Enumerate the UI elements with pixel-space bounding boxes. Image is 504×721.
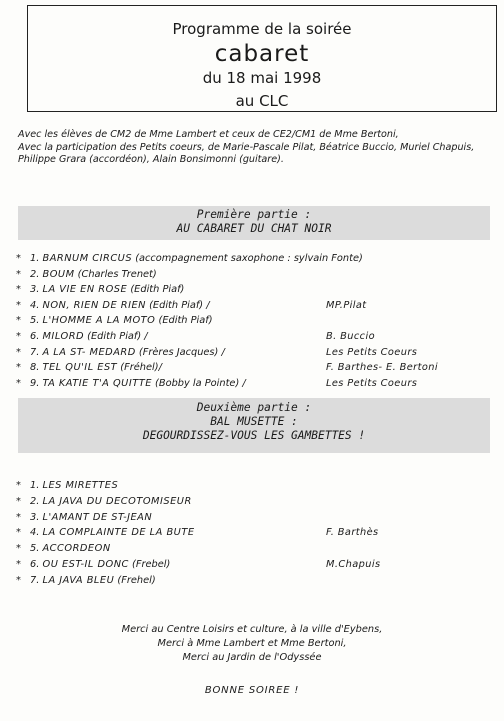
list-item: * 8. TEL QU'IL EST (Fréhel)/ F. Barthes- E. Bertoni	[16, 362, 438, 374]
list-item: * 6. OU EST-IL DONC (Frebel) M.Chapuis	[16, 558, 381, 570]
part2-banner	[18, 398, 490, 453]
intro-students: Avec les élèves de CM2 de Mme Lambert et ceux de CE2/CM1 de Mme Bertoni,	[18, 129, 399, 140]
thanks-line: Merci à Mme Lambert et Mme Bertoni,	[157, 638, 347, 649]
part2-subtitle: DEGOURDISSEZ-VOUS LES GAMBETTES !	[142, 429, 366, 442]
list-item: * 6. MILORD (Edith Piaf) / B. Buccio	[16, 330, 375, 342]
list-item: * 1. LES MIRETTES	[16, 480, 119, 491]
list-item: * 2. BOUM (Charles Trenet)	[16, 268, 157, 280]
thanks-section	[0, 623, 504, 665]
list-item: * 7. LA JAVA BLEU (Frehel)	[16, 574, 156, 586]
list-item: * 3. LA VIE EN ROSE (Edith Piaf)	[16, 284, 185, 296]
thanks-line: Merci au Jardin de l'Odyssée	[182, 652, 322, 663]
part1-song-list	[16, 253, 486, 393]
title-box	[27, 5, 497, 112]
list-item: * 4. NON, RIEN DE RIEN (Edith Piaf) / MP.Pilat	[16, 299, 367, 311]
list-item: * 9. TA KATIE T'A QUITTE (Bobby la Pointe) / Les Petits Coeurs	[16, 377, 418, 389]
list-item: * 5. ACCORDEON	[16, 543, 111, 555]
part1-banner	[18, 206, 490, 240]
list-item: * 3. L'AMANT DE ST-JEAN	[16, 511, 153, 523]
intro-paragraph	[18, 129, 488, 167]
part1-subtitle: AU CABARET DU CHAT NOIR	[176, 222, 332, 235]
closing-message: BONNE SOIREE !	[204, 685, 300, 696]
list-item: * 4. LA COMPLAINTE DE LA BUTE F. Barthès	[16, 527, 379, 539]
list-item: * 1. BARNUM CIRCUS (accompagnement saxophone : sylvain Fonte)	[16, 253, 363, 264]
part2-heading: Deuxième partie :	[196, 401, 312, 414]
thanks-line: Merci au Centre Loisirs et culture, à la ville d'Eybens,	[121, 624, 383, 635]
list-item: * 5. L'HOMME A LA MOTO (Edith Piaf)	[16, 315, 213, 327]
intro-participants: Avec la participation des Petits coeurs, de Marie-Pascale Pilat, Béatrice Buccio, Muriel Chapuis, Philippe Grara (accordéon), Alain Bonsimonni (guitare).	[18, 141, 475, 166]
list-item: * 2. LA JAVA DU DECOTOMISEUR	[16, 495, 192, 507]
list-item: * 7. A LA ST- MEDARD (Frères Jacques) / Les Petits Coeurs	[16, 346, 418, 358]
event-name: cabaret	[214, 41, 310, 67]
part1-heading: Première partie :	[196, 208, 312, 221]
event-venue: au CLC	[235, 92, 289, 110]
event-date: du 18 mai 1998	[202, 69, 322, 87]
program-title: Programme de la soirée	[172, 20, 352, 38]
part2-song-list	[16, 480, 486, 591]
part2-theme: BAL MUSETTE :	[210, 415, 298, 428]
